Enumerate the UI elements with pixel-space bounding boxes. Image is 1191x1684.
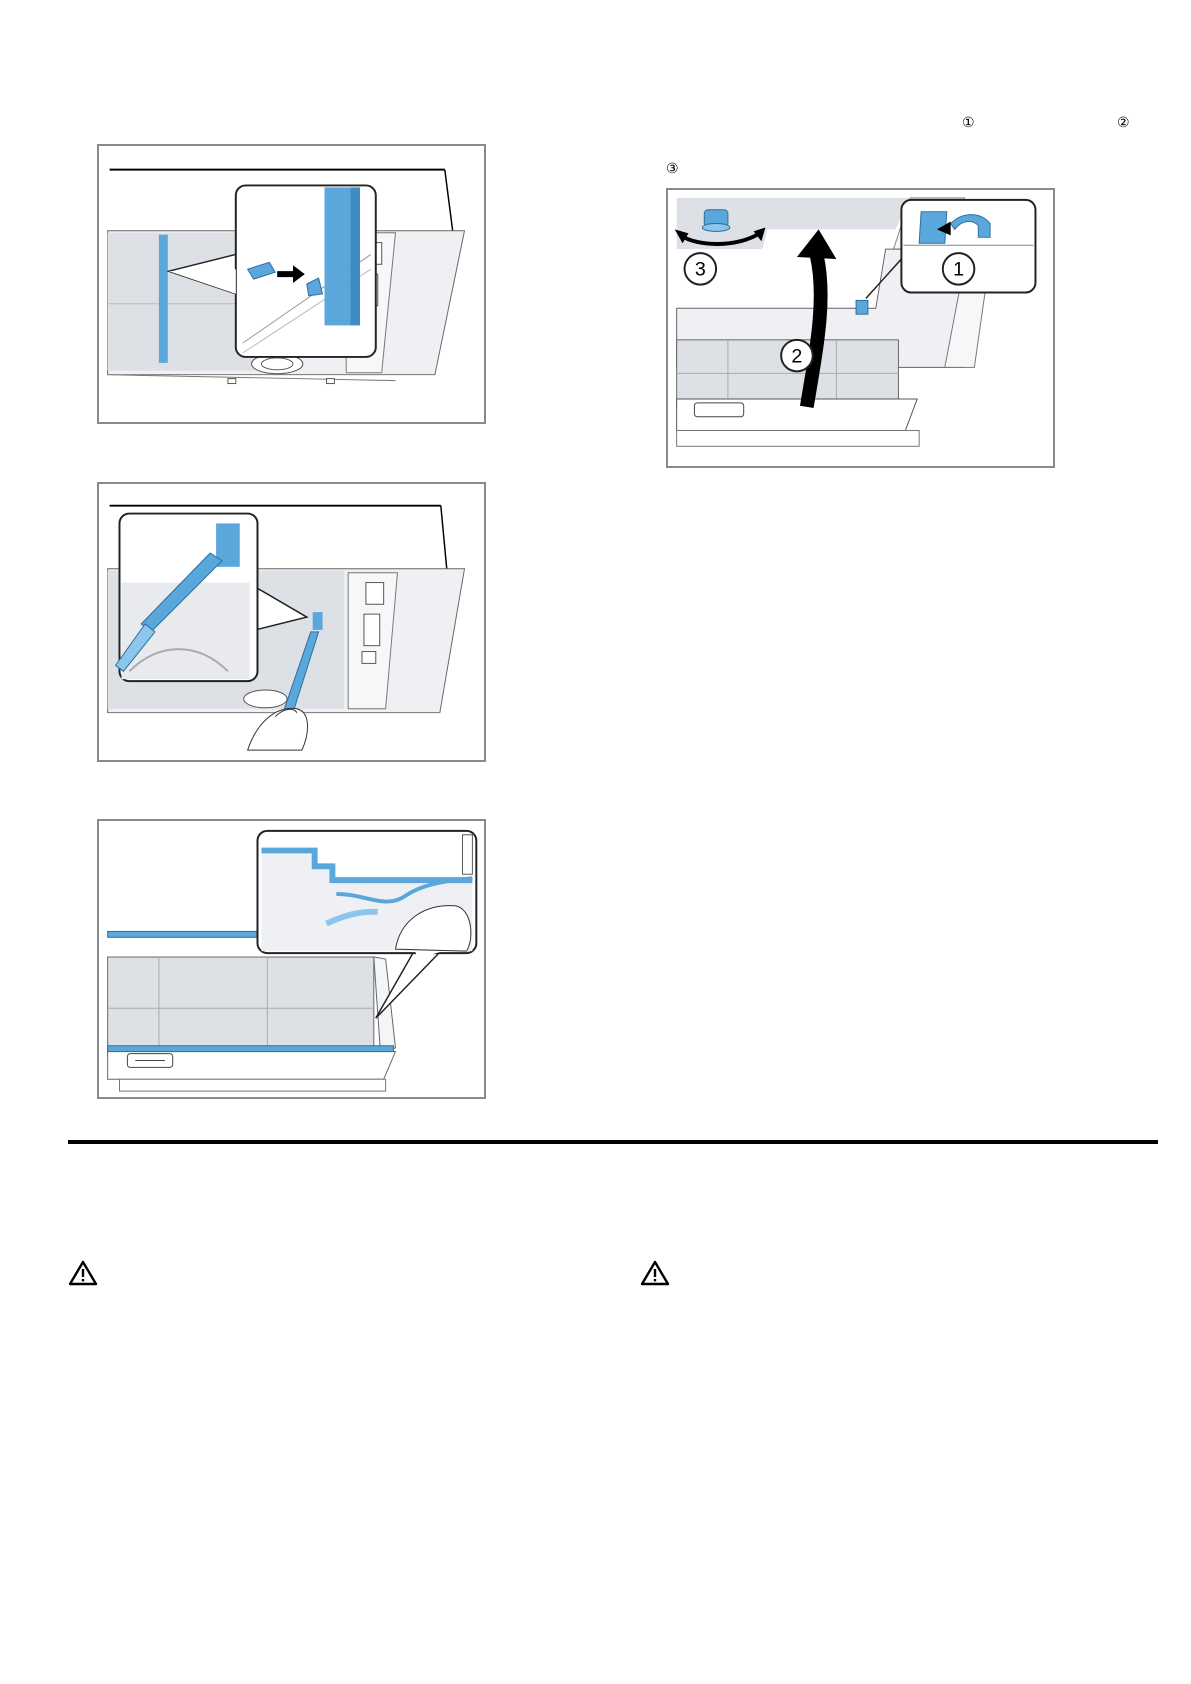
callout-number-2: 2 bbox=[791, 345, 803, 368]
callout-number-1: 1 bbox=[953, 258, 965, 281]
figure-screwdriver bbox=[97, 482, 486, 762]
section-divider bbox=[68, 1140, 1158, 1144]
warning-triangle-icon bbox=[640, 1260, 670, 1286]
filter-lift-illustration bbox=[668, 190, 1053, 466]
step-marker-1: ① bbox=[962, 114, 975, 130]
figure-filter-lift bbox=[666, 188, 1055, 468]
seal-strip-illustration bbox=[99, 821, 484, 1097]
warning-triangle-icon bbox=[68, 1260, 98, 1286]
step-marker-2: ② bbox=[1117, 114, 1130, 130]
screwdriver-illustration bbox=[99, 484, 484, 760]
figure-bracket-detail bbox=[97, 144, 486, 424]
step-marker-3: ③ bbox=[666, 160, 679, 176]
hood-bracket-illustration bbox=[99, 146, 484, 422]
callout-number-3: 3 bbox=[694, 258, 706, 281]
figure-seal-strip bbox=[97, 819, 486, 1099]
